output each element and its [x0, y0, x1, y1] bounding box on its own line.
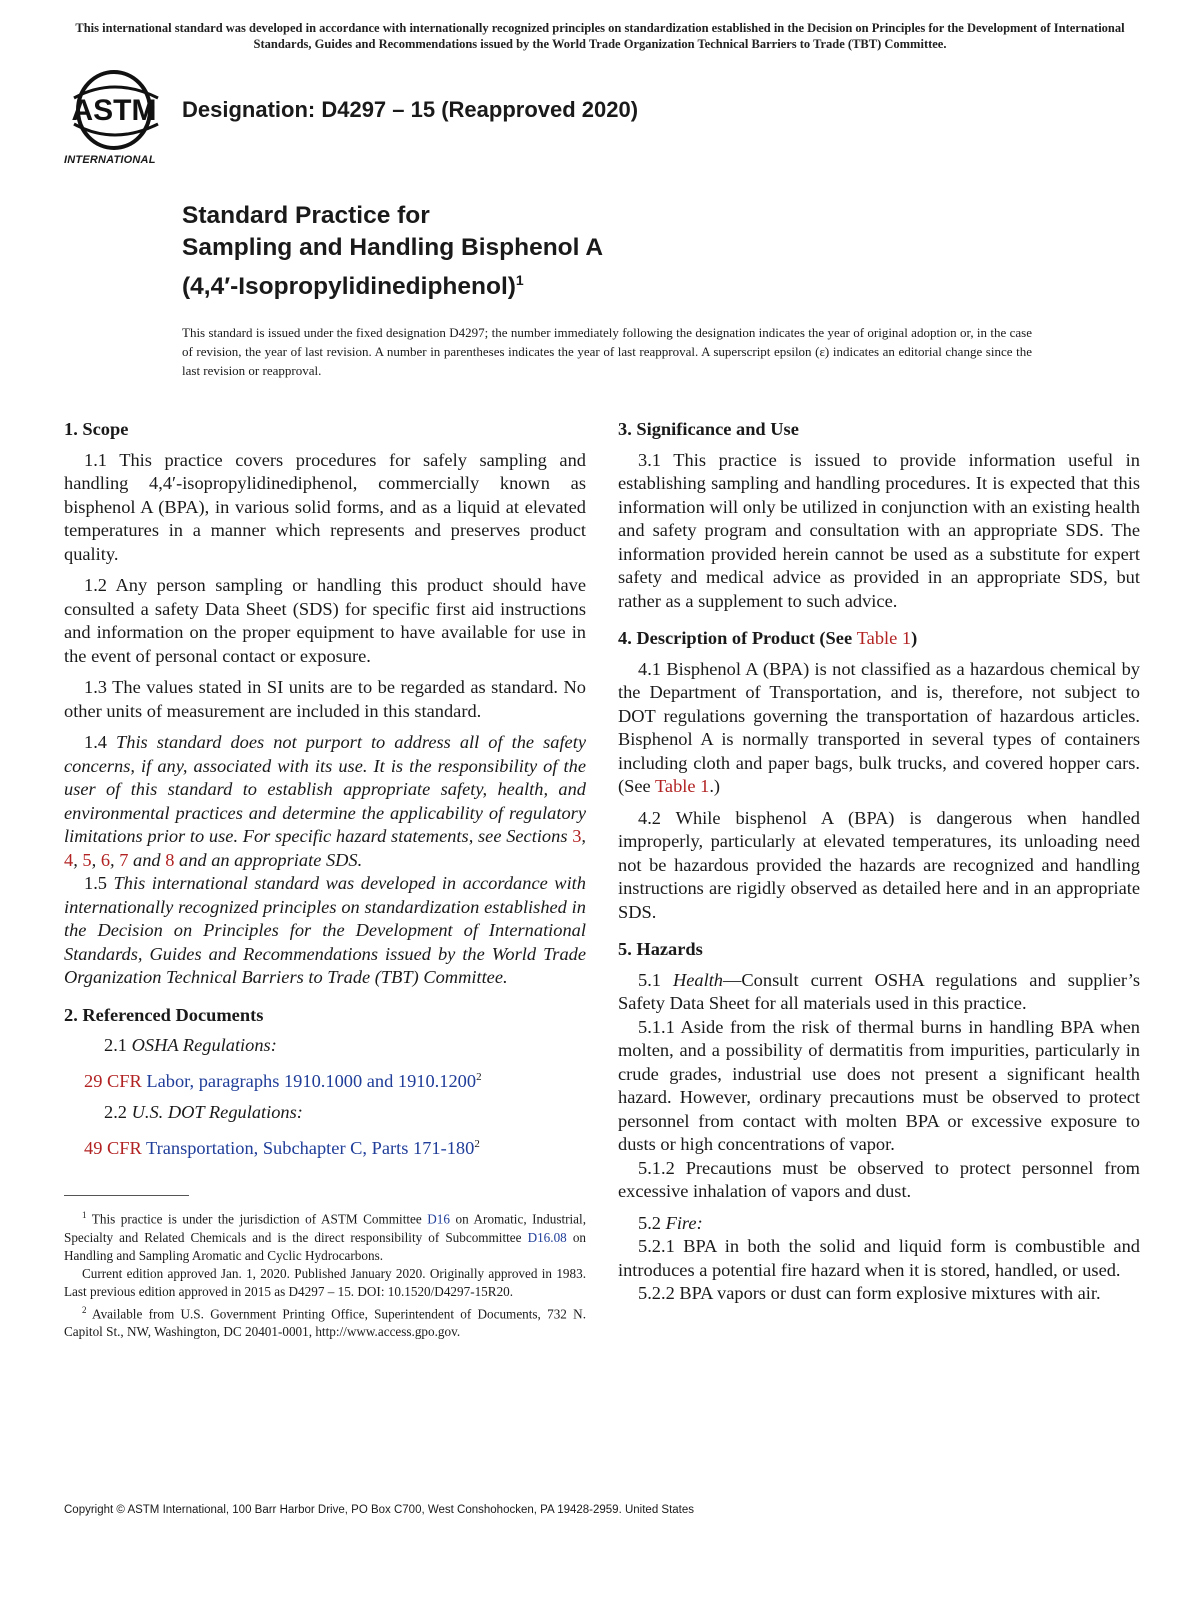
footnotes	[64, 1206, 586, 1341]
section-link-5[interactable]: 5	[82, 849, 92, 870]
footnote-1-edition: Current edition approved Jan. 1, 2020. Published January 2020. Originally approved in 1983. Last previous edition approved in 2015 as D4297 – 15. DOI: 10.1520/D4297-15R20.	[64, 1265, 586, 1299]
section-link-6[interactable]: 6	[100, 849, 111, 870]
ref-2-1-label: 2.1 OSHA Regulations:	[104, 1035, 277, 1055]
footnote-2: $^2$ Available from U.S. Government Printing Office, Superintendent of Documents, 732 N. Capitol St., NW, Washington, DC 20401-0001, http://www.access.gpo.gov.	[64, 1304, 586, 1340]
para-4-1: 4.1 Bisphenol A (BPA) is not classified as a hazardous chemical by the Department of Transportation, and is, therefore, not subject to DOT regulations governing the transportation of hazardous articles. Bisphenol A is normally transported in several types of containers including cloth and paper bags, bulk trucks, and covered hopper cars. (See Table 1.)	[618, 658, 1140, 796]
section-link-4[interactable]: 4	[64, 849, 74, 870]
title-line-1: Standard Practice for	[182, 202, 430, 229]
left-column	[64, 418, 586, 1341]
title-line-2: Sampling and Handling Bisphenol A	[182, 234, 604, 261]
para-3-1: 3.1 This practice is issued to provide information useful in establishing sampling and handling procedures. It is expected that this information will only be utilized in conjunction with an existing health and safety program and consultation with an appropriate SDS. The information provided herein cannot be used as a substitute for expert safety and medical advice as provided in an appropriate SDS, but rather as a supplement to such advice.	[618, 449, 1140, 611]
top-notice: This international standard was developed in accordance with internationally recognized principles on standardization established in the Decision on Principles for the Development of International Standards, Guides and Recommendations issued by the World Trade Organization Technical Barriers to Trade (TBT) Committee.	[75, 21, 1125, 51]
para-1-4: 1.4 This standard does not purport to address all of the safety concerns, if any, associated with its use. It is the responsibility of the user of this standard to establish appropriate safety, health, and environmental practices and determine the applicability of regulatory limitations prior to use. For specific hazard statements, see Sections 3, 4, 5, 6, 7 and 8 and an appropriate SDS.	[64, 732, 586, 870]
document-title	[182, 200, 603, 303]
footnote-ref-2[interactable]: 2	[476, 1070, 482, 1083]
designation: Designation: D4297 – 15 (Reapproved 2020)	[182, 97, 639, 122]
section-5-heading: 5. Hazards	[618, 939, 703, 959]
section-3-heading: 3. Significance and Use	[618, 419, 799, 439]
para-5-1-1: 5.1.1 Aside from the risk of thermal burns in handling BPA when molten, and a possibility of dermatitis from impurities, particularly in crude grades, industrial use does not present a significant health hazard. However, ordinary precautions must be observed to protect personnel from contact with molten BPA or excessive exposure to dusts or high concentrations of vapor.	[618, 1016, 1140, 1154]
subcommittee-link-d16-08[interactable]: D16.08	[527, 1229, 567, 1245]
para-5-1-2: 5.1.2 Precautions must be observed to protect personnel from excessive inhalation of vapors and dust.	[618, 1157, 1140, 1201]
section-1-heading: 1. Scope	[64, 419, 129, 439]
committee-link-d16[interactable]: D16	[427, 1211, 450, 1227]
astm-logo-icon	[64, 68, 168, 154]
para-5-2-1: 5.2.1 BPA in both the solid and liquid form is combustible and introduces a potential fire hazard when it is stored, handled, or used.	[618, 1236, 1140, 1280]
section-2-heading: 2. Referenced Documents	[64, 1004, 264, 1025]
copyright-footer: Copyright © ASTM International, 100 Barr Harbor Drive, PO Box C700, West Conshohocken, PA 19428-2959. United States	[64, 1504, 695, 1516]
table-1-link[interactable]: Table 1	[856, 628, 912, 648]
para-1-5: 1.5 This international standard was developed in accordance with internationally recognized principles on standardization established in the Decision on Principles for the Development of International Standards, Guides and Recommendations issued by the World Trade Organization Technical Barriers to Trade (TBT) Committee.	[64, 873, 586, 987]
para-4-2: 4.2 While bisphenol A (BPA) is dangerous when handled improperly, particularly at elevated temperatures, its unloading need not be hazardous provided the hazards are recognized and handling instructions are rigidly observed as detailed here and in an appropriate SDS.	[618, 807, 1140, 922]
logo-international-text: INTERNATIONAL	[64, 154, 156, 166]
ref-2-2-label: 2.2 U.S. DOT Regulations:	[104, 1102, 303, 1123]
title-footnote-ref[interactable]: 1	[515, 272, 524, 288]
para-1-3: 1.3 The values stated in SI units are to be regarded as standard. No other units of measurement are included in this standard.	[64, 677, 586, 721]
para-5-2-2: 5.2.2 BPA vapors or dust can form explosive mixtures with air.	[638, 1283, 1101, 1303]
para-1-2: 1.2 Any person sampling or handling this product should have consulted a safety Data Sheet (SDS) for specific first aid instructions and information on the proper equipment to have available for use in the event of personal contact or exposure.	[64, 575, 586, 666]
title-line-3: (4,4′-Isopropylidinediphenol)$^1$	[182, 272, 524, 301]
para-5-2: 5.2 Fire:	[638, 1212, 703, 1233]
table-1-link-inline[interactable]: Table 1	[654, 776, 710, 796]
footnote-1: $^1$ This practice is under the jurisdiction of ASTM Committee D16 on Aromatic, Industrial, Specialty and Related Chemicals and is the direct responsibility of Subcommittee D16.08 on Handling and Sampling Aromatic and Cyclic Hydrocarbons.	[64, 1210, 587, 1263]
para-1-1: 1.1 This practice covers procedures for safely sampling and handling 4,4′-isopropylidinediphenol, commercially known as bisphenol A (BPA), in various solid forms, and as a liquid at elevated temperatures in a manner which represents and preserves product quality.	[64, 449, 586, 564]
svg-text:ASTM: ASTM	[71, 94, 157, 127]
ref-29-cfr[interactable]: 29 CFR Labor, paragraphs 1910.1000 and 1910.1200$^2$	[84, 1070, 482, 1091]
section-4-heading: 4. Description of Product (See Table 1)	[618, 628, 918, 648]
footnote-ref-2b[interactable]: 2	[474, 1137, 480, 1150]
para-5-1: 5.1 Health—Consult current OSHA regulations and supplier’s Safety Data Sheet for all materials used in this practice.	[618, 969, 1140, 1013]
section-link-7[interactable]: 7	[119, 849, 129, 870]
ref-49-cfr[interactable]: 49 CFR Transportation, Subchapter C, Parts 171-180$^2$	[84, 1137, 480, 1158]
astm-logo	[64, 68, 172, 168]
issue-note: This standard is issued under the fixed designation D4297; the number immediately following the designation indicates the year of original adoption or, in the case of revision, the year of last revision. A number in parentheses indicates the year of last reapproval. A superscript epsilon (ε) indicates an editorial change since the last revision or reapproval.	[182, 325, 1032, 378]
section-link-3[interactable]: 3	[572, 826, 582, 846]
section-link-8[interactable]: 8	[165, 849, 175, 870]
right-column	[618, 418, 1140, 1306]
footnote-divider	[64, 1195, 189, 1196]
